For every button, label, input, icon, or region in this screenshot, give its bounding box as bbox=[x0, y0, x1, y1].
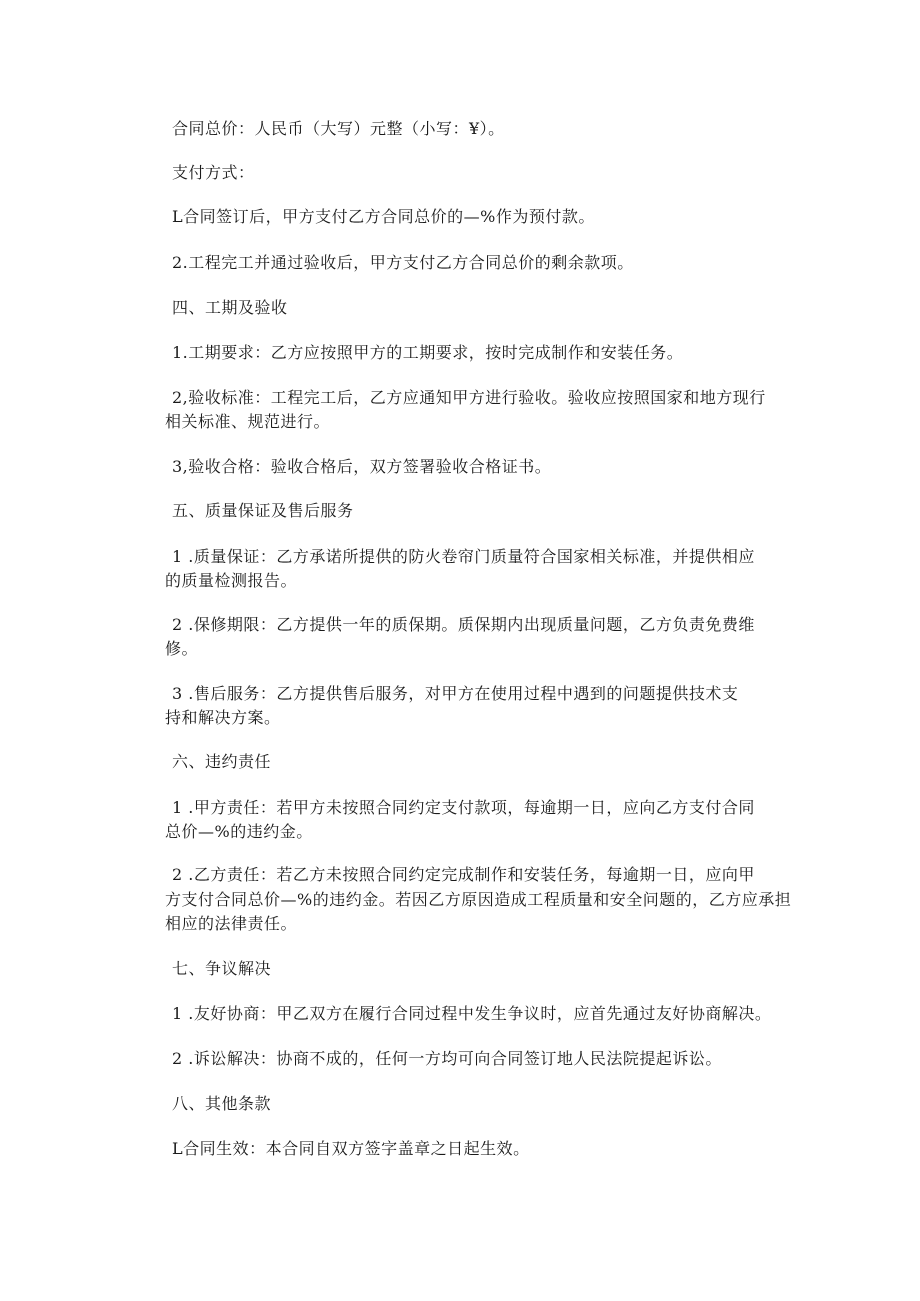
clause-4-1: 1.工期要求：乙方应按照甲方的工期要求，按时完成制作和安装任务。 bbox=[172, 343, 684, 362]
payment-clause-1: L合同签订后，甲方支付乙方合同总价的—%作为预付款。 bbox=[172, 207, 595, 226]
clause-5-1: 1 .质量保证：乙方承诺所提供的防火卷帘门质量符合国家相关标准，并提供相应 bbox=[172, 547, 755, 566]
section-heading-5: 五、质量保证及售后服务 bbox=[172, 501, 354, 520]
section-heading-8: 八、其他条款 bbox=[172, 1094, 272, 1113]
section-heading-4: 四、工期及验收 bbox=[172, 298, 288, 317]
clause-5-3-cont: 持和解决方案。 bbox=[165, 708, 281, 727]
clause-4-2-cont: 相关标准、规范进行。 bbox=[165, 412, 331, 431]
clause-5-1-cont: 的质量检测报告。 bbox=[165, 571, 298, 590]
clause-5-2: 2 .保修期限：乙方提供一年的质保期。质保期内出现质量问题，乙方负责免费维 bbox=[172, 615, 755, 634]
clause-4-2: 2,验收标准：工程完工后，乙方应通知甲方进行验收。验收应按照国家和地方现行 bbox=[172, 388, 766, 407]
clause-4-3: 3,验收合格：验收合格后，双方签署验收合格证书。 bbox=[172, 457, 552, 476]
clause-6-2-cont: 方支付合同总价—%的违约金。若因乙方原因造成工程质量和安全问题的，乙方应承担 bbox=[165, 890, 792, 909]
section-heading-6: 六、违约责任 bbox=[172, 752, 272, 771]
clause-8-1: L合同生效：本合同自双方签字盖章之日起生效。 bbox=[172, 1139, 530, 1158]
clause-7-1: 1 .友好协商：甲乙双方在履行合同过程中发生争议时，应首先通过友好协商解决。 bbox=[172, 1004, 772, 1023]
clause-5-3: 3 .售后服务：乙方提供售后服务，对甲方在使用过程中遇到的问题提供技术支 bbox=[172, 684, 739, 703]
clause-6-1-cont: 总价—%的违约金。 bbox=[165, 822, 313, 841]
clause-6-2: 2 .乙方责任：若乙方未按照合同约定完成制作和安装任务，每逾期一日，应向甲 bbox=[172, 865, 755, 884]
clause-5-2-cont: 修。 bbox=[165, 639, 199, 658]
clause-6-1: 1 .甲方责任：若甲方未按照合同约定支付款项，每逾期一日，应向乙方支付合同 bbox=[172, 798, 755, 817]
clause-7-2: 2 .诉讼解决：协商不成的，任何一方均可向合同签订地人民法院提起诉讼。 bbox=[172, 1049, 722, 1068]
payment-method-heading: 支付方式： bbox=[172, 163, 255, 182]
section-heading-7: 七、争议解决 bbox=[172, 959, 272, 978]
clause-6-2-cont-2: 相应的法律责任。 bbox=[165, 914, 298, 933]
payment-clause-2: 2.工程完工并通过验收后，甲方支付乙方合同总价的剩余款项。 bbox=[172, 253, 634, 272]
contract-total-price-line: 合同总价：人民币（大写）元整（小写：¥）。 bbox=[172, 119, 505, 138]
